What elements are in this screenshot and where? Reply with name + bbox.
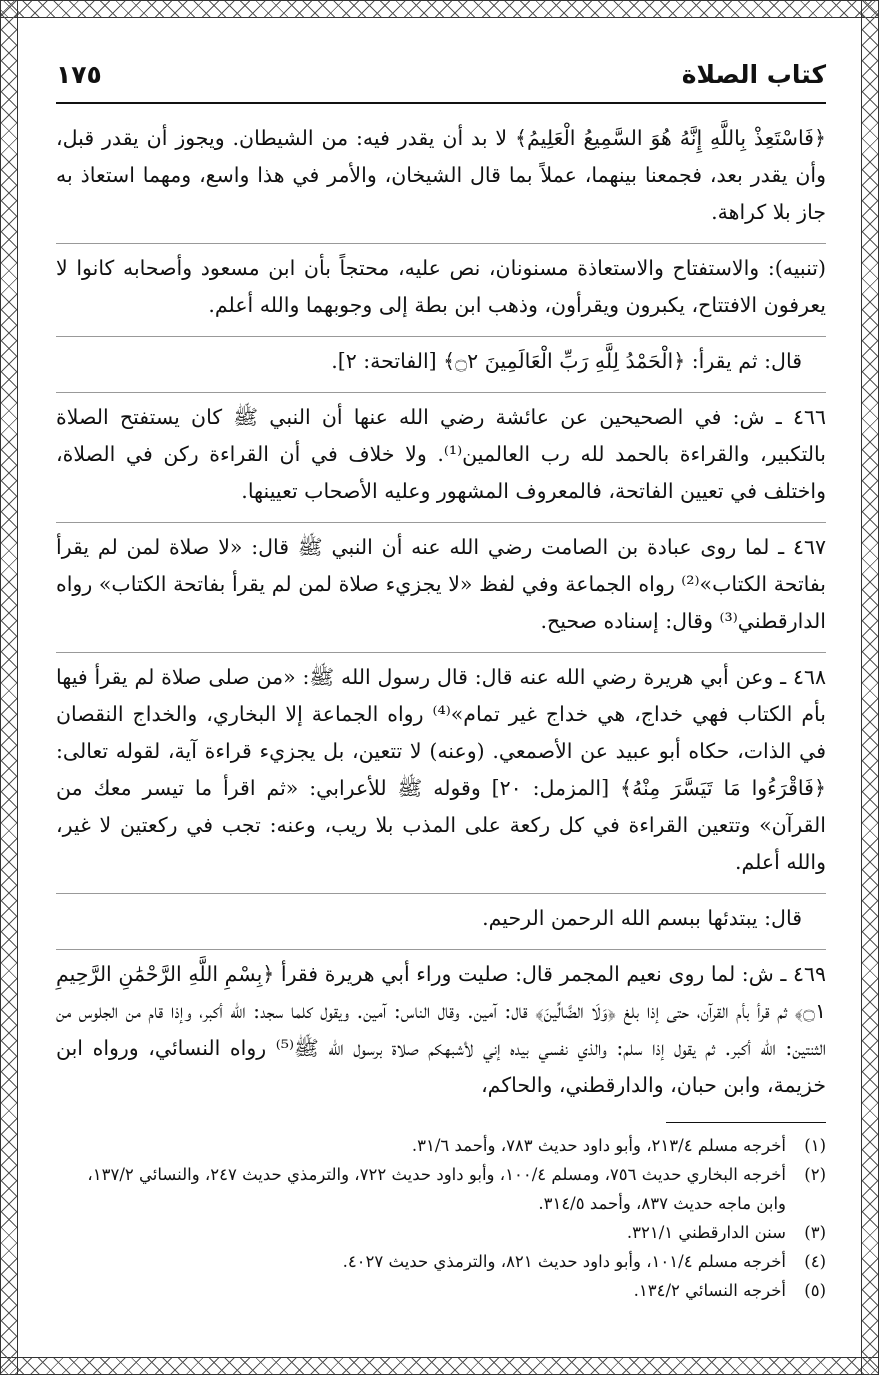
footnote-text: أخرجه مسلم ١٠١/٤، وأبو داود حديث ٨٢١، والترمذي حديث ٤٠٢٧. (342, 1252, 786, 1271)
paragraph-divider (56, 522, 826, 523)
footnote-3 (56, 1218, 826, 1247)
paragraph-matn-basmala: قال: يبتدئها ببسم الله الرحمن الرحيم. (482, 906, 802, 930)
paragraph-468: ٤٦٨ ـ وعن أبي هريرة رضي الله عنه قال: قال رسول الله ﷺ: «من صلى صلاة لم يقرأ فيها بأم الكتاب فهي خداج، هي خداج غير تمام»⁽⁴⁾ رواه الجماعة إلا البخاري، والخداج النقصان في الذات، حكاه أبو عبيد عن الأصمعي. (وعنه) لا تتعين، بل يجزيء قراءة آية، لقوله تعالى: ﴿فَاقْرَءُوا مَا تَيَسَّرَ مِنْهُ﴾ [المزمل: ٢٠] وقوله ﷺ للأعرابي: «ثم اقرأ ما تيسر معك من القرآن» وتتعين القراءة في كل ركعة على المذب بلا ريب، وعنه: تجب في ركعتين لا غير، والله أعلم. (56, 665, 826, 874)
page-body (56, 120, 826, 1104)
page-number: ١٧٥ (56, 60, 102, 89)
ornamental-border-left (0, 0, 18, 1375)
footnote-5 (56, 1276, 826, 1305)
ornamental-border-right (861, 0, 879, 1375)
footnotes (56, 1131, 826, 1305)
paragraph-467: ٤٦٧ ـ لما روى عبادة بن الصامت رضي الله عنه أن النبي ﷺ قال: «لا صلاة لمن لم يقرأ بفاتحة الكتاب»⁽²⁾ رواه الجماعة وفي لفظ «لا يجزيء صلاة لمن لم يقرأ بفاتحة الكتاب» رواه الدارقطني⁽³⁾ وقال: إسناده صحيح. (56, 535, 826, 633)
footnote-text: أخرجه البخاري حديث ٧٥٦، ومسلم ١٠٠/٤، وأبو داود حديث ٧٢٢، والترمذي حديث ٢٤٧، والنسائي ١٣٧/٢، وابن ماجه حديث ٨٣٧، وأحمد ٣١٤/٥. (87, 1165, 786, 1213)
footnote-2 (56, 1160, 826, 1218)
paragraph-469: ٤٦٩ ـ ش: لما روى نعيم المجمر قال: صليت وراء أبي هريرة فقرأ ﴿بِسْمِ اللَّهِ الرَّحْمَٰنِ الرَّحِيمِ ۝١﴾ ثم قرأ بأم القرآن، حتى إذا بلغ ﴿وَلَا الضَّالِّينَ﴾ قال: آمين. وقال الناس: آمين. ويقول كلما سجد: الله أكبر، وإذا قام من الجلوس من الثنتين: الله أكبر. ثم يقول إذا سلم: والذي نفسي بيده إني لأشبهكم صلاة برسول الله ﷺ⁽⁵⁾ رواه النسائي، ورواه ابن خزيمة، وابن حبان، والدارقطني، والحاكم، (56, 962, 826, 1097)
paragraph-divider (56, 336, 826, 337)
paragraph-divider (56, 243, 826, 244)
footnote-text: أخرجه مسلم ٢١٣/٤، وأبو داود حديث ٧٨٣، وأحمد ٣١/٦. (411, 1136, 786, 1155)
paragraph-divider (56, 893, 826, 894)
paragraph-isti-adha: ﴿فَاسْتَعِذْ بِاللَّهِ إِنَّهُ هُوَ السَّمِيعُ الْعَلِيمُ﴾ لا بد أن يقدر فيه: من الشيطان. ويجوز أن يقدر قبل، وأن يقدر بعد، فجمعنا بينهما، عملاً بما قال الشيخان، والأمر في هذا واسع، ومهما استعاذ به جاز بلا كراهة. (56, 126, 826, 224)
footnote-1 (56, 1131, 826, 1160)
paragraph-divider (56, 949, 826, 950)
page-header (56, 58, 826, 104)
footnote-number: (٣) (804, 1223, 826, 1242)
paragraph-divider (56, 392, 826, 393)
footnote-rule (666, 1122, 826, 1123)
ornamental-border-top (0, 0, 879, 18)
ornamental-border-bottom (0, 1357, 879, 1375)
footnote-text: أخرجه النسائي ١٣٤/٢. (633, 1281, 786, 1300)
footnote-number: (٤) (804, 1252, 826, 1271)
book-page (56, 58, 826, 1328)
paragraph-divider (56, 652, 826, 653)
paragraph-matn-fatiha: قال: ثم يقرأ: ﴿الْحَمْدُ لِلَّهِ رَبِّ الْعَالَمِينَ ۝٢﴾ [الفاتحة: ٢]. (331, 349, 802, 373)
footnote-number: (١) (804, 1136, 826, 1155)
footnote-4 (56, 1247, 826, 1276)
footnote-text: سنن الدارقطني ٣٢١/١. (626, 1223, 786, 1242)
footnote-number: (٢) (804, 1165, 826, 1184)
paragraph-466: ٤٦٦ ـ ش: في الصحيحين عن عائشة رضي الله عنها أن النبي ﷺ كان يستفتح الصلاة بالتكبير، والقراءة بالحمد لله رب العالمين⁽¹⁾. ولا خلاف في أن القراءة ركن في الصلاة، واختلف في تعيين الفاتحة، فالمعروف المشهور وعليه الأصحاب تعيينها. (56, 405, 827, 503)
paragraph-tanbih: (تنبيه): والاستفتاح والاستعاذة مسنونان، نص عليه، محتجاً بأن ابن مسعود وأصحابه كانوا لا يعرفون الافتتاح، يكبرون ويقرأون، وذهب ابن بطة إلى وجوبهما والله أعلم. (56, 256, 826, 317)
footnote-number: (٥) (804, 1281, 826, 1300)
chapter-title: كتاب الصلاة (681, 60, 826, 89)
